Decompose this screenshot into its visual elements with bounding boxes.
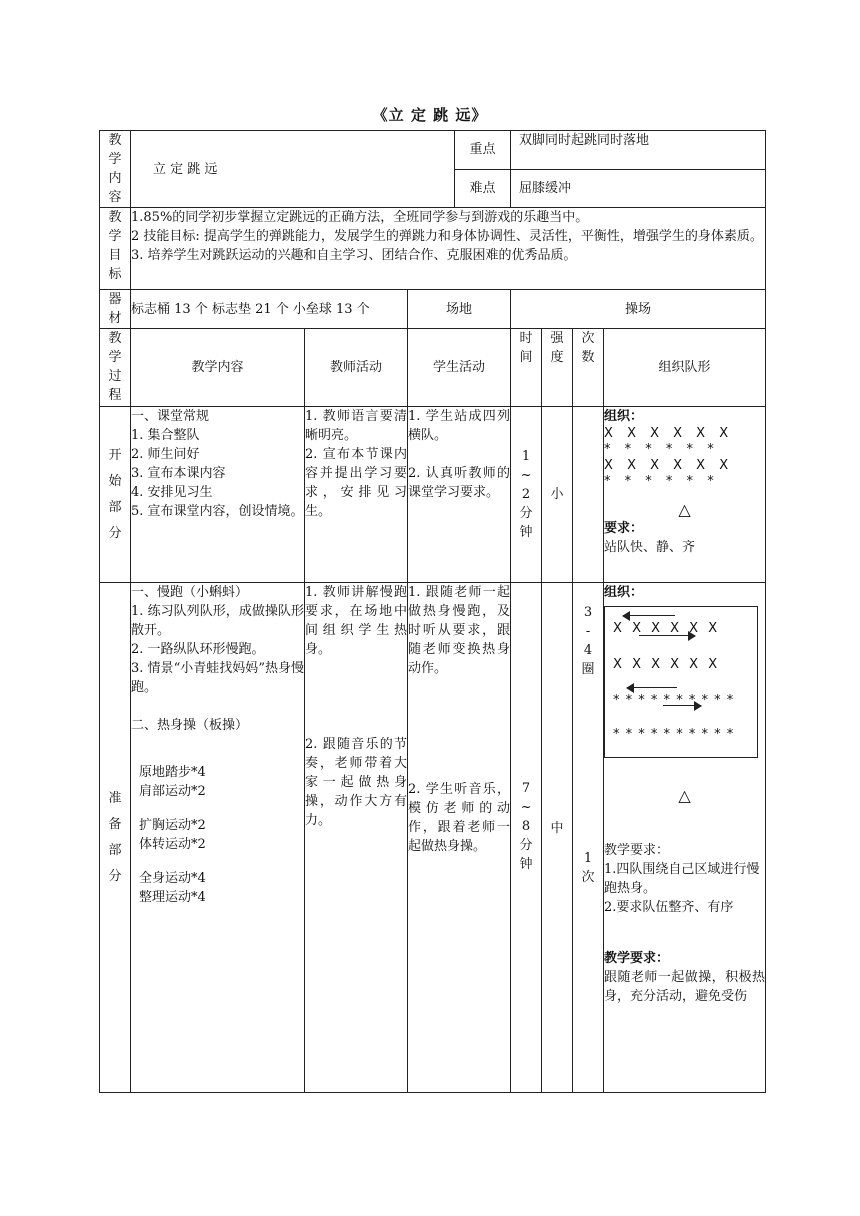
- start-content-line: 1. 集合整队: [131, 428, 200, 443]
- prep-teacher-1: 1. 教师讲解慢跑要求，在场地中间组织学生热身。: [305, 585, 407, 657]
- prep-count: 3 - 4 圈 1 次: [573, 583, 604, 1093]
- col-header-intensity: 强 度: [542, 329, 573, 407]
- goal-1: 1.85%的同学初步掌握立定跳远的正确方法，全班同学参与到游戏的乐趣当中。: [131, 210, 589, 225]
- prep-req1-title: 教学要求：: [604, 843, 670, 858]
- goals-label: 教 学 目 标: [100, 208, 131, 290]
- key-point-label: 重点: [455, 131, 511, 170]
- start-teacher-2: 2. 宣布本节课内容并提出学习要求，安排见习生。: [305, 447, 407, 519]
- exercise-item: 体转运动*2: [139, 837, 206, 852]
- right-arrow-icon: [639, 635, 695, 636]
- goal-2: 2 技能目标: 提高学生的弹跳能力，发展学生的弹跳力和身体协调性、灵活性，平衡性，增强学生的身体素质。: [131, 229, 763, 244]
- col-header-student: 学生活动: [408, 329, 511, 407]
- start-org-title: 组织：: [604, 409, 644, 424]
- prep-org-title: 组织：: [604, 585, 644, 600]
- col-header-count: 次 数: [573, 329, 604, 407]
- col-header-teacher: 教师活动: [305, 329, 408, 407]
- prep-time: 7 ~ 8 分 钟: [511, 583, 542, 1093]
- prep-organization: [604, 583, 766, 1093]
- page-title: 《立 定 跳 远》: [372, 106, 488, 124]
- teacher-position-icon: △: [678, 786, 691, 805]
- diagram-row: X X X X X X: [613, 621, 721, 636]
- start-section-label: 开 始 部 分: [100, 407, 131, 583]
- diagram-row: X X X X X X: [613, 657, 721, 672]
- col-header-content: 教学内容: [131, 329, 305, 407]
- formation-row: X X X X X X: [604, 458, 734, 473]
- prep-content-line: 1. 练习队列队形，成做操队形散开。: [131, 604, 304, 638]
- start-content-line: 4. 安排见习生: [131, 485, 213, 500]
- exercise-item: 肩部运动*2: [139, 784, 206, 799]
- start-teacher: [305, 407, 408, 583]
- left-arrow-icon: [627, 687, 677, 688]
- difficulty-text: 屈膝缓冲: [511, 169, 766, 208]
- prep-student: [408, 583, 511, 1093]
- start-content-line: 3. 宣布本课内容: [131, 466, 226, 481]
- key-point-text: 双脚同时起跳同时落地: [511, 131, 766, 170]
- exercise-item: 全身运动*4: [139, 871, 206, 886]
- prep-intensity: 中: [542, 583, 573, 1093]
- start-content-line: 5. 宣布课堂内容，创设情境。: [131, 504, 304, 519]
- prep-teacher: [305, 583, 408, 1093]
- col-header-time: 时 间: [511, 329, 542, 407]
- equipment-label: 器 材: [100, 290, 131, 329]
- start-req-title: 要求：: [604, 521, 644, 536]
- exercise-item: 整理运动*4: [139, 890, 206, 905]
- prep-req2-text: 跟随老师一起做操，积极热身，充分活动，避免受伤: [604, 970, 766, 1004]
- equipment-text: 标志桶 13 个 标志垫 21 个 小垒球 13 个: [131, 290, 408, 329]
- prep-content-line: 3. 情景“小青蛙找妈妈”热身慢跑。: [131, 661, 304, 695]
- prep-student-1: 1. 跟随老师一起做热身慢跑，及时听从要求，跟随老师变换热身动作。: [408, 585, 511, 676]
- prep-teacher-2: 2. 跟随音乐的节奏，老师带着大家一起做热身操，动作大方有力。: [305, 737, 407, 828]
- process-label: 教 学 过 程: [100, 329, 131, 407]
- start-count: [573, 407, 604, 583]
- venue-label: 场地: [408, 290, 511, 329]
- exercise-item: 原地踏步*4: [139, 765, 206, 780]
- goals-text: [131, 208, 766, 290]
- content-label: 教 学 内 容: [100, 131, 131, 208]
- prep-section-label: 准 备 部 分: [100, 583, 131, 1093]
- left-arrow-icon: [623, 615, 675, 616]
- prep-req1-line: 1.四队围绕自己区域进行慢跑热身。: [604, 862, 760, 896]
- start-content-line: 一、课堂常规: [131, 409, 210, 424]
- prep-content-line: 一、慢跑（小蝌蚪）: [131, 585, 249, 600]
- prep-req2-title: 教学要求：: [604, 951, 670, 966]
- teacher-position-icon: △: [678, 500, 691, 519]
- difficulty-label: 难点: [455, 169, 511, 208]
- prep-req1-line: 2.要求队伍整齐、有序: [604, 900, 734, 915]
- right-arrow-icon: [663, 705, 701, 706]
- prep-content-line: 二、热身操（板操）: [131, 718, 249, 733]
- start-content: [131, 407, 305, 583]
- start-intensity: 小: [542, 407, 573, 583]
- start-time: 1 ~ 2 分 钟: [511, 407, 542, 583]
- formation-row: * * * * * *: [604, 474, 719, 489]
- goal-3: 3. 培养学生对跳跃运动的兴趣和自主学习、团结合作、克服困难的优秀品质。: [131, 248, 577, 263]
- start-teacher-1: 1. 教师语言要清晰明亮。: [305, 409, 407, 443]
- venue-text: 操场: [511, 290, 766, 329]
- prep-content: [131, 583, 305, 1093]
- lesson-plan-table: [99, 130, 766, 1093]
- start-student-1: 1. 学生站成四列横队。: [408, 409, 511, 443]
- prep-content-line: 2. 一路纵队环形慢跑。: [131, 642, 265, 657]
- exercise-group: [131, 763, 304, 801]
- formation-row: X X X X X X: [604, 426, 734, 441]
- exercise-item: 扩胸运动*2: [139, 818, 206, 833]
- diagram-row: * * * * * * * * * *: [613, 727, 735, 742]
- running-formation-diagram: [604, 606, 758, 758]
- start-req-text: 站队快、静、齐: [604, 540, 696, 555]
- prep-student-2: 2. 学生听音乐，模仿老师的动作，跟着老师一起做热身操。: [408, 782, 511, 854]
- exercise-group: [131, 816, 304, 854]
- start-student: [408, 407, 511, 583]
- start-student-2: 2. 认真听教师的课堂学习要求。: [408, 466, 511, 500]
- lesson-topic: 立 定 跳 远: [131, 131, 455, 208]
- exercise-group: [131, 869, 304, 907]
- start-organization: [604, 407, 766, 583]
- formation-row: * * * * * *: [604, 442, 719, 457]
- col-header-org: 组织队形: [604, 329, 766, 407]
- start-content-line: 2. 师生问好: [131, 447, 200, 462]
- diagram-row: * * * * * * * * * *: [613, 693, 735, 708]
